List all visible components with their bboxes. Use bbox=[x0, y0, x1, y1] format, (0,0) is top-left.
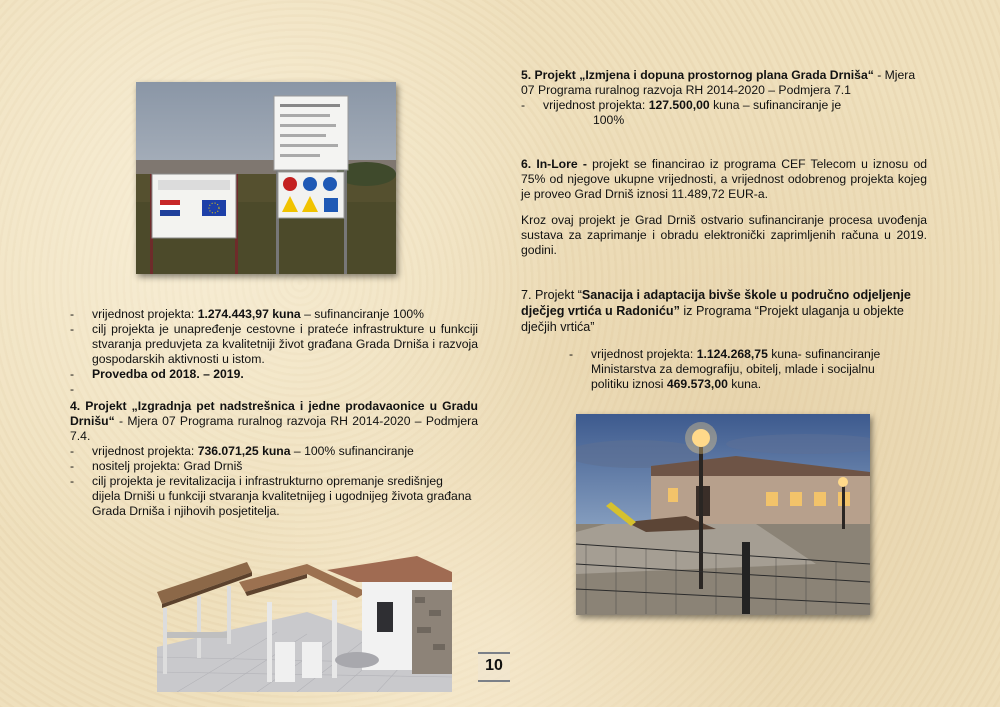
photo-signboards bbox=[136, 82, 396, 274]
list-item: - cilj projekta je unapređenje cestovne i prateće infrastrukture u funkciji stvaranja preduvjeta za kvalitetniji život građana Grada Drniša i razvoja gospodarskih aktivnosti u istom. bbox=[70, 322, 478, 366]
page-number: 10 bbox=[478, 652, 510, 682]
list-2 bbox=[70, 444, 478, 519]
list-item-continuation: 100% bbox=[593, 113, 625, 127]
project-4-heading: 4. Projekt „Izgradnja pet nadstrešnica i jedne prodavaonice u Gradu Drnišu“ - Mjera 07 Programa ruralnog razvoja RH 2014-2020 – Podmjera 7.4. bbox=[70, 399, 478, 443]
left-column bbox=[70, 307, 478, 519]
list-item: - cilj projekta je revitalizacija i infrastrukturno opremanje središnjeg dijela Drniši u funkciji stvaranja kvalitetnijeg i ugodnijeg života građana Grada Drniša i njihovih posjetitelja. bbox=[70, 474, 472, 518]
list-1 bbox=[70, 307, 478, 397]
kindergarten-illustration bbox=[576, 414, 870, 615]
list-item: - vrijednost projekta: 736.071,25 kuna – 100% sufinanciranje bbox=[70, 444, 414, 458]
canopies-illustration bbox=[157, 552, 452, 692]
list-item: - vrijednost projekta: 1.274.443,97 kuna – sufinanciranje 100% bbox=[70, 307, 424, 321]
list-item: - Provedba od 2018. – 2019. bbox=[70, 367, 244, 381]
project-6-note: Kroz ovaj projekt je Grad Drniš ostvario sufinanciranje procesa uvođenja sustava za zaprimanje i obradu elektronički zaprimljenih računa u 2019. godini. bbox=[521, 213, 927, 257]
render-canopies bbox=[157, 552, 452, 692]
signboards-illustration bbox=[136, 82, 396, 274]
list-item-empty: - bbox=[70, 382, 75, 396]
project-6: 6. In-Lore - projekt se financirao iz programa CEF Telecom u iznosu od 75% od njegove ukupne vrijednosti, a vrijednost odobrenog projekta kojeg je proveo Grad Drniš iznosi 11.489,72 EUR-a. bbox=[521, 157, 928, 201]
list-item: - nositelj projekta: Grad Drniš bbox=[70, 459, 243, 473]
project-5: 5. Projekt „Izmjena i dopuna prostornog plana Grada Drniša“ - Mjera 07 Programa ruralnog razvoja RH 2014-2020 – Podmjera 7.1 - vrijednost projekta: 127.500,00 kuna – sufinanciranje je 100% bbox=[521, 68, 927, 128]
photo-kindergarten bbox=[576, 414, 870, 615]
right-column bbox=[521, 68, 927, 392]
list-item: - vrijednost projekta: 1.124.268,75 kuna- sufinanciranje Ministarstva za demografiju, obitelj, mlade i socijalnu politiku iznosi 469.573,00 kuna. bbox=[569, 347, 881, 391]
project-7: 7. Projekt “Sanacija i adaptacija bivše škole u područno odjeljenje dječjeg vrtića u Radoniću” iz Programa “Projekt ulaganja u objekte dječjih vrtića” bbox=[521, 288, 911, 334]
list-item: - vrijednost projekta: 127.500,00 kuna – sufinanciranje je bbox=[521, 98, 842, 112]
